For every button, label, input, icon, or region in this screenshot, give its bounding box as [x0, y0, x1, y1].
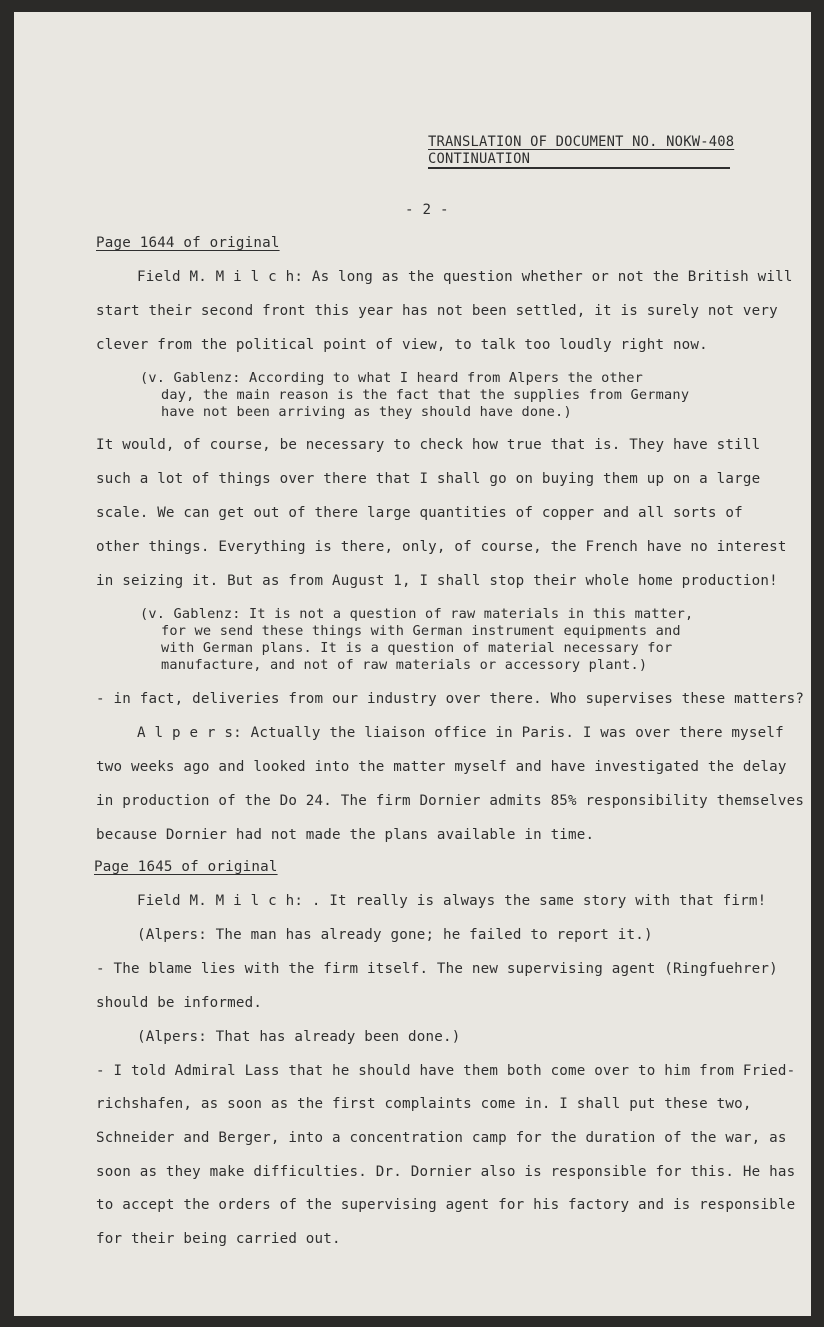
text-line: - The blame lies with the firm itself. The new supervising agent (Ringfuehrer): [96, 961, 778, 977]
section-heading: Page 1645 of original: [94, 859, 278, 875]
page-number: - 2 -: [405, 202, 449, 218]
text-line: - in fact, deliveries from our industry over there. Who supervises these matters?: [96, 691, 805, 707]
text-line: (Alpers: The man has already gone; he failed to report it.): [137, 927, 653, 943]
text-line: soon as they make difficulties. Dr. Dornier also is responsible for this. He has: [96, 1164, 796, 1180]
text-line: to accept the orders of the supervising agent for his factory and is responsible: [96, 1197, 796, 1213]
text-line: in production of the Do 24. The firm Dornier admits 85% responsibility themselves: [96, 793, 805, 809]
text-line: Field M. M i l c h: As long as the question whether or not the British will: [137, 269, 793, 285]
text-line: Schneider and Berger, into a concentration camp for the duration of the war, as: [96, 1130, 787, 1146]
text-line: (Alpers: That has already been done.): [137, 1029, 461, 1045]
text-line: because Dornier had not made the plans available in time.: [96, 827, 595, 843]
text-line: in seizing it. But as from August 1, I shall stop their whole home production!: [96, 573, 778, 589]
header-subtitle: CONTINUATION: [428, 151, 531, 167]
text-line: other things. Everything is there, only, of course, the French have no interest: [96, 539, 787, 555]
text-line: scale. We can get out of there large quantities of copper and all sorts of: [96, 505, 743, 521]
section-heading: Page 1644 of original: [96, 235, 280, 251]
quote-line: with German plans. It is a question of material necessary for: [161, 640, 673, 656]
quote-line: (v. Gablenz: According to what I heard from Alpers the other: [140, 370, 644, 386]
quote-line: manufacture, and not of raw materials or accessory plant.): [161, 657, 648, 673]
text-line: two weeks ago and looked into the matter myself and have investigated the delay: [96, 759, 787, 775]
header-rule: [428, 167, 730, 169]
quote-line: day, the main reason is the fact that the supplies from Germany: [161, 387, 690, 403]
header-title: TRANSLATION OF DOCUMENT NO. NOKW-408: [428, 134, 735, 150]
quote-line: for we send these things with German instrument equipments and: [161, 623, 681, 639]
text-line: clever from the political point of view, to talk too loudly right now.: [96, 337, 708, 353]
text-line: Field M. M i l c h: . It really is always the same story with that firm!: [137, 893, 767, 909]
text-line: It would, of course, be necessary to check how true that is. They have still: [96, 437, 761, 453]
quote-line: have not been arriving as they should have done.): [161, 404, 572, 420]
text-line: - I told Admiral Lass that he should have them both come over to him from Fried-: [96, 1063, 796, 1079]
text-line: such a lot of things over there that I shall go on buying them up on a large: [96, 471, 761, 487]
text-line: for their being carried out.: [96, 1231, 341, 1247]
text-line: should be informed.: [96, 995, 263, 1011]
document-page: [14, 12, 811, 1316]
text-line: A l p e r s: Actually the liaison office in Paris. I was over there myself: [137, 725, 784, 741]
text-line: start their second front this year has not been settled, it is surely not very: [96, 303, 778, 319]
text-line: richshafen, as soon as the first complaints come in. I shall put these two,: [96, 1096, 752, 1112]
quote-line: (v. Gablenz: It is not a question of raw materials in this matter,: [140, 606, 694, 622]
